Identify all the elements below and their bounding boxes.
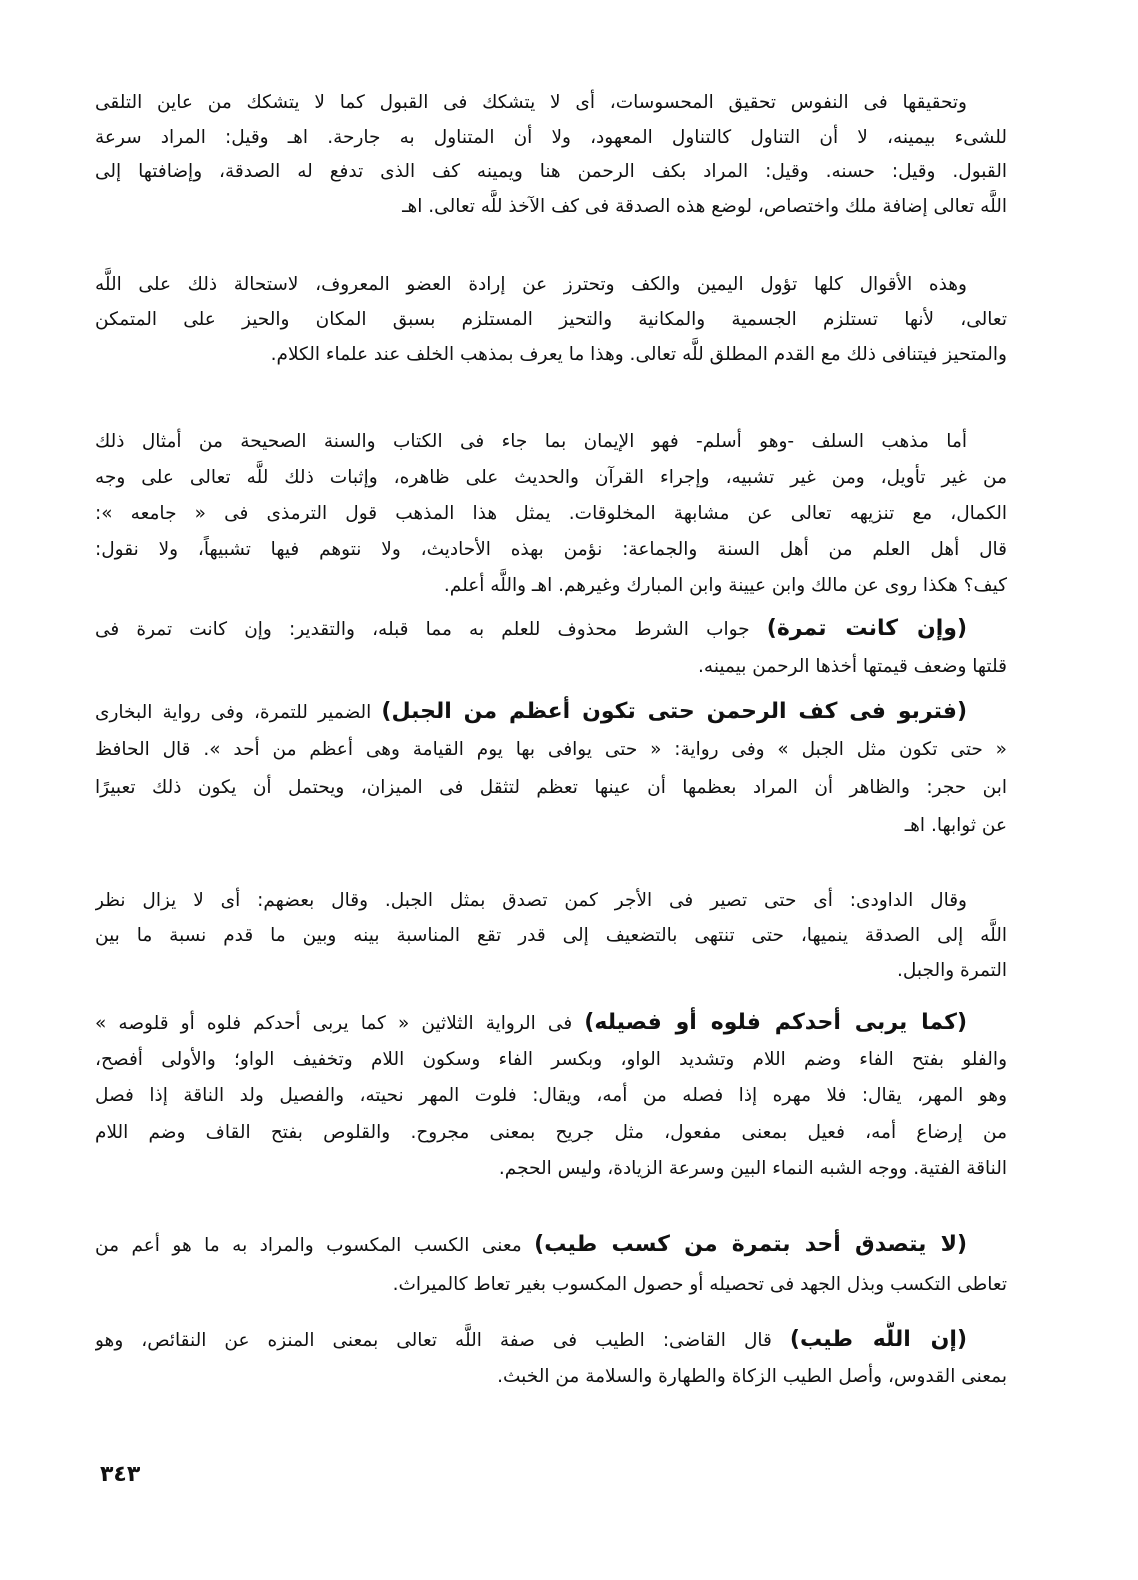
text-content: وتحقيقها فى النفوس تحقيق المحسوسات، أى لا يتشكك فى القبول كما لا يتشكك من عاين التلقى <box>95 92 967 113</box>
text-line <box>95 460 1007 496</box>
text-line <box>95 86 1007 121</box>
text-content: بمعنى القدوس، وأصل الطيب الزكاة والطهارة والسلامة من الخبث. <box>497 1366 1007 1387</box>
hadith-phrase-heading: (فتربو فى كف الرحمن حتى تكون أعظم من الجبل) <box>381 699 968 724</box>
text-line <box>95 1321 1007 1358</box>
text-line <box>95 953 1007 988</box>
paragraph <box>95 424 1007 604</box>
text-content: الناقة الفتية. ووجه الشبه النماء البين وسرعة الزيادة، وليس الحجم. <box>498 1158 1007 1179</box>
text-content: من إرضاع أمه، فعيل بمعنى مفعول، مثل جريح بمعنى مجروح. والقلوص بفتح القاف وضم اللام <box>95 1121 1007 1143</box>
paragraph <box>95 1005 1007 1188</box>
text-line <box>95 1005 1007 1042</box>
text-content: تعالى، لأنها تستلزم الجسمية والمكانية والتحيز المستلزم بسبق المكان والحيز على المتمكن <box>95 309 1007 330</box>
page-number: ٣٤٣ <box>100 1462 141 1487</box>
text-line <box>95 267 1007 302</box>
paragraph <box>95 1225 1007 1305</box>
hadith-phrase-heading: (وإن كانت تمرة) <box>766 616 967 641</box>
text-content: قلتها وضعف قيمتها أخذها الرحمن بيمينه. <box>698 656 1007 677</box>
paragraph <box>95 610 1007 686</box>
text-content: جواب الشرط محذوف للعلم به مما قبله، والتقدير: وإن كانت تمرة فى <box>95 619 767 640</box>
paragraph <box>95 883 1007 988</box>
text-line <box>95 1225 1007 1265</box>
text-line <box>95 424 1007 460</box>
text-content: وهذه الأقوال كلها تؤول اليمين والكف وتحترز عن إرادة العضو المعروف، لاستحالة ذلك على اللَّه <box>95 274 967 295</box>
text-content: تعاطى التكسب وبذل الجهد فى تحصيله أو حصول المكسوب بغير تعاط كالميراث. <box>392 1274 1007 1295</box>
text-line <box>95 693 1007 731</box>
text-line <box>95 610 1007 648</box>
text-content: القبول. وقيل: حسنه. وقيل: المراد بكف الرحمن هنا ويمينه كف الذى تدفع له الصدقة، وإضافتها إلى <box>95 161 1007 182</box>
text-content: اللَّه إلى الصدقة ينميها، حتى تنتهى بالتضعيف إلى قدر تقع المناسبة بينه وبين ما قدم نسبة ما بين <box>95 925 1007 946</box>
hadith-phrase-heading: (إن اللَّه طيب) <box>789 1327 967 1352</box>
text-line <box>95 883 1007 918</box>
text-line <box>95 532 1007 568</box>
text-content: قال أهل العلم من أهل السنة والجماعة: نؤمن بهذه الأحاديث، ولا نتوهم فيها تشبيهاً، ولا نقول: <box>95 539 1007 560</box>
text-content: وهو المهر، يقال: فلا مهره إذا فصله من أمه، ويقال: فلوت المهر نحيته، والفصيل ولد الناقة إذا فصل <box>95 1085 1007 1106</box>
text-content: للشىء بيمينه، لا أن التناول كالتناول المعهود، ولا أن المتناول به جارحة. اهـ وقيل: المراد سرعة <box>95 126 1007 148</box>
text-content: والفلو بفتح الفاء وضم اللام وتشديد الواو، وبكسر الفاء وسكون اللام وتخفيف الواو؛ والأولى أفصح، <box>95 1048 1007 1070</box>
text-content: اللَّه تعالى إضافة ملك واختصاص، لوضع هذه الصدقة فى كف الآخذ للَّه تعالى. اهـ <box>402 195 1007 217</box>
text-line <box>95 731 1007 769</box>
text-line <box>95 807 1007 845</box>
text-line <box>95 1042 1007 1079</box>
text-content: معنى الكسب المكسوب والمراد به ما هو أعم من <box>95 1235 535 1256</box>
text-content: فى الرواية الثلاثين « كما يربى أحدكم فلوه أو قلوصه » <box>95 1013 585 1034</box>
hadith-phrase-heading: (كما يربى أحدكم فلوه أو فصيله) <box>584 1010 968 1035</box>
text-content: التمرة والجبل. <box>897 960 1007 981</box>
text-content: الكمال، مع تنزيهه تعالى عن مشابهة المخلوقات. يمثل هذا المذهب قول الترمذى فى « جامعه »: <box>95 503 1007 524</box>
text-content: ابن حجر: والظاهر أن المراد بعظمها أن عينها تعظم لتثقل فى الميزان، ويحتمل أن يكون ذلك تعبيرًا <box>95 777 1007 798</box>
text-line <box>95 1078 1007 1115</box>
text-line <box>95 568 1007 604</box>
hadith-phrase-heading: (لا يتصدق أحد بتمرة من كسب طيب) <box>534 1232 968 1257</box>
text-line <box>95 1358 1007 1395</box>
paragraph <box>95 693 1007 845</box>
text-line <box>95 155 1007 190</box>
text-line <box>95 337 1007 372</box>
text-content: قال القاضى: الطيب فى صفة اللَّه تعالى بمعنى المنزه عن النقائص، وهو <box>95 1330 790 1351</box>
text-line <box>95 121 1007 156</box>
text-line <box>95 190 1007 225</box>
text-line <box>95 1151 1007 1188</box>
text-content: كيف؟ هكذا روى عن مالك وابن عيينة وابن المبارك وغيرهم. اهـ واللَّه أعلم. <box>443 575 1007 596</box>
text-content: وقال الداودى: أى حتى تصير فى الأجر كمن تصدق بمثل الجبل. وقال بعضهم: أى لا يزال نظر <box>95 890 967 911</box>
paragraph <box>95 267 1007 372</box>
paragraph <box>95 1321 1007 1395</box>
text-line <box>95 1265 1007 1305</box>
text-content: « حتى تكون مثل الجبل » وفى رواية: « حتى يوافى بها يوم القيامة وهى أعظم من أحد ». قال الحافظ <box>95 739 1007 760</box>
text-line <box>95 648 1007 686</box>
text-line <box>95 918 1007 953</box>
text-content: من غير تأويل، ومن غير تشبيه، وإجراء القرآن والحديث على ظاهره، وإثبات ذلك للَّه تعالى على وجه <box>95 467 1007 488</box>
paragraph <box>95 86 1007 224</box>
text-content: عن ثوابها. اهـ <box>904 815 1007 836</box>
text-line <box>95 769 1007 807</box>
text-line <box>95 496 1007 532</box>
text-line <box>95 302 1007 337</box>
text-line <box>95 1115 1007 1152</box>
text-content: والمتحيز فيتنافى ذلك مع القدم المطلق للَّه تعالى. وهذا ما يعرف بمذهب الخلف عند علماء الكلام. <box>270 344 1007 365</box>
text-content: الضمير للتمرة، وفى رواية البخارى <box>95 702 382 723</box>
text-content: أما مذهب السلف -وهو أسلم- فهو الإيمان بما جاء فى الكتاب والسنة الصحيحة من أمثال ذلك <box>95 431 967 452</box>
